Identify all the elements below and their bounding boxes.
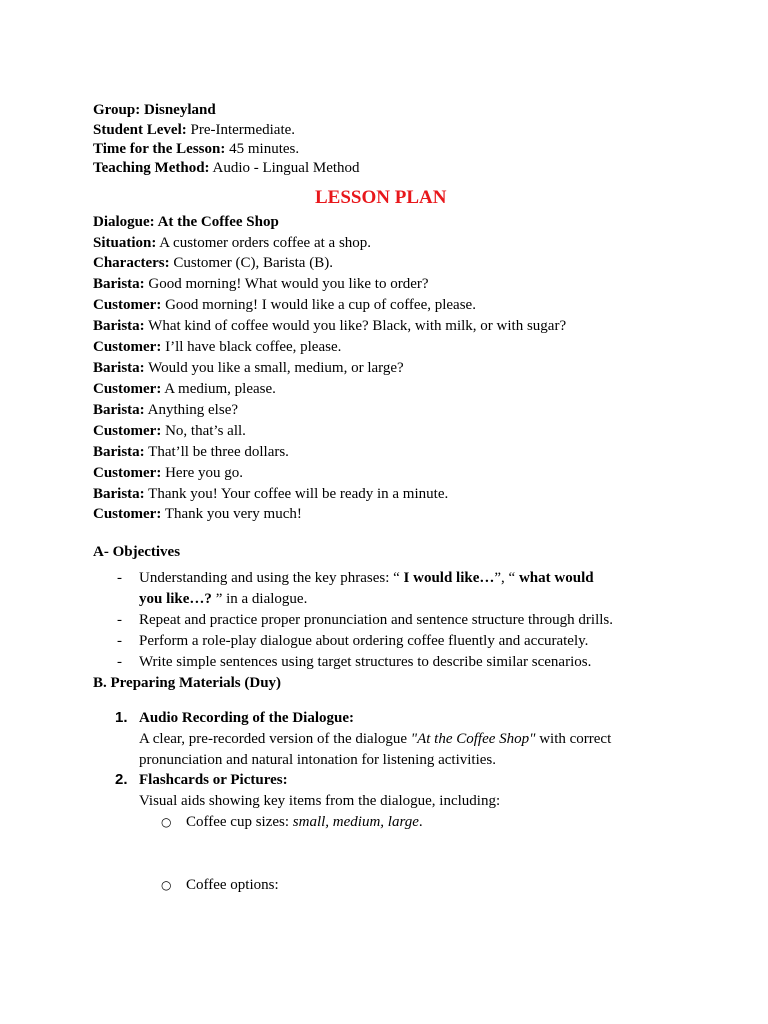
- situation-label: Situation:: [93, 235, 157, 251]
- objective-item: Perform a role-play dialogue about ordering coffee fluently and accurately.: [139, 633, 589, 649]
- time-value: 45 minutes.: [229, 141, 300, 157]
- circle-bullet-icon: ○: [161, 878, 172, 892]
- dialogue-text: Anything else?: [147, 402, 239, 418]
- speaker-label: Customer:: [93, 339, 162, 355]
- speaker-label: Barista:: [93, 444, 145, 460]
- bullet-dash: -: [117, 612, 122, 628]
- dialogue-line: [93, 358, 404, 378]
- material-desc-cont: pronunciation and natural intonation for listening activities.: [139, 752, 496, 768]
- dialogue-line: [93, 421, 246, 441]
- objective-item: [139, 568, 594, 588]
- speaker-label: Customer:: [93, 423, 162, 439]
- bullet-dash: -: [117, 633, 122, 649]
- method-value: Audio - Lingual Method: [212, 160, 360, 176]
- objective-item: Repeat and practice proper pronunciation and sentence structure through drills.: [139, 612, 613, 628]
- speaker-label: Customer:: [93, 381, 162, 397]
- objective-text: Understanding and using the key phrases: “: [139, 570, 404, 586]
- speaker-label: Barista:: [93, 402, 145, 418]
- material-desc: Visual aids showing key items from the dialogue, including:: [139, 793, 501, 809]
- dialogue-heading: Dialogue: At the Coffee Shop: [93, 214, 279, 230]
- sub-item: Coffee options:: [186, 877, 279, 893]
- list-number: 2.: [115, 771, 128, 788]
- sub-item-emphasis: small, medium, large: [292, 814, 419, 830]
- page-title: LESSON PLAN: [315, 187, 447, 208]
- dialogue-text: No, that’s all.: [165, 423, 246, 439]
- dialogue-line: [93, 504, 302, 524]
- material-emphasis: "At the Coffee Shop": [410, 731, 536, 747]
- speaker-label: Customer:: [93, 506, 162, 522]
- list-number: 1.: [115, 709, 128, 726]
- sub-item: [186, 812, 423, 832]
- dialogue-line: [93, 442, 289, 462]
- method-line: [93, 158, 360, 178]
- situation-value: A customer orders coffee at a shop.: [159, 235, 372, 251]
- group-line: [93, 100, 216, 120]
- dialogue-line: [93, 400, 238, 420]
- group-value: Disneyland: [143, 102, 216, 118]
- time-line: [93, 139, 299, 159]
- dialogue-line: [93, 295, 476, 315]
- material-desc: [139, 729, 611, 749]
- dialogue-line: [93, 379, 276, 399]
- dialogue-text: Here you go.: [165, 465, 243, 481]
- bullet-dash: -: [117, 570, 122, 586]
- speaker-label: Customer:: [93, 297, 162, 313]
- material-title: Audio Recording of the Dialogue:: [139, 710, 354, 726]
- dialogue-text: Thank you very much!: [164, 506, 302, 522]
- objective-text: ” in a dialogue.: [211, 591, 308, 607]
- speaker-label: Barista:: [93, 276, 145, 292]
- speaker-label: Barista:: [93, 360, 145, 376]
- method-label: Teaching Method:: [93, 160, 210, 176]
- speaker-label: Customer:: [93, 465, 162, 481]
- objective-item: Write simple sentences using target structures to describe similar scenarios.: [139, 654, 592, 670]
- materials-heading: B. Preparing Materials (Duy): [93, 675, 282, 691]
- material-text: A clear, pre-recorded version of the dialogue: [139, 731, 411, 747]
- level-value: Pre-Intermediate.: [190, 122, 296, 138]
- dialogue-text: That’ll be three dollars.: [148, 444, 289, 460]
- speaker-label: Barista:: [93, 486, 145, 502]
- dialogue-line: [93, 316, 566, 336]
- dialogue-text: I’ll have black coffee, please.: [165, 339, 342, 355]
- dialogue-text: Good morning! I would like a cup of coffee, please.: [165, 297, 476, 313]
- sub-item-text: Coffee cup sizes:: [186, 814, 293, 830]
- level-line: [93, 120, 295, 140]
- group-label: Group:: [93, 102, 141, 118]
- time-label: Time for the Lesson:: [93, 141, 226, 157]
- sub-item-text: .: [418, 814, 423, 830]
- characters-line: [93, 253, 333, 273]
- circle-bullet-icon: ○: [161, 815, 172, 829]
- dialogue-line: [93, 463, 243, 483]
- dialogue-line: [93, 274, 429, 294]
- key-phrase: I would like…: [403, 570, 495, 586]
- key-phrase: what would: [518, 570, 594, 586]
- material-title: Flashcards or Pictures:: [139, 772, 288, 788]
- objective-item-cont: [139, 589, 307, 609]
- dialogue-text: Would you like a small, medium, or large?: [148, 360, 404, 376]
- dialogue-text: What kind of coffee would you like? Black, with milk, or with sugar?: [148, 318, 567, 334]
- bullet-dash: -: [117, 654, 122, 670]
- material-text: with correct: [535, 731, 612, 747]
- dialogue-text: Good morning! What would you like to order?: [148, 276, 429, 292]
- characters-label: Characters:: [93, 255, 170, 271]
- speaker-label: Barista:: [93, 318, 145, 334]
- dialogue-line: [93, 337, 341, 357]
- level-label: Student Level:: [93, 122, 187, 138]
- dialogue-text: A medium, please.: [164, 381, 276, 397]
- objectives-heading: A- Objectives: [93, 544, 181, 560]
- objective-text: ”, “: [494, 570, 519, 586]
- key-phrase: you like…?: [139, 591, 212, 607]
- situation-line: [93, 233, 371, 253]
- characters-value: Customer (C), Barista (B).: [173, 255, 333, 271]
- dialogue-text: Thank you! Your coffee will be ready in a minute.: [148, 486, 449, 502]
- dialogue-line: [93, 484, 448, 504]
